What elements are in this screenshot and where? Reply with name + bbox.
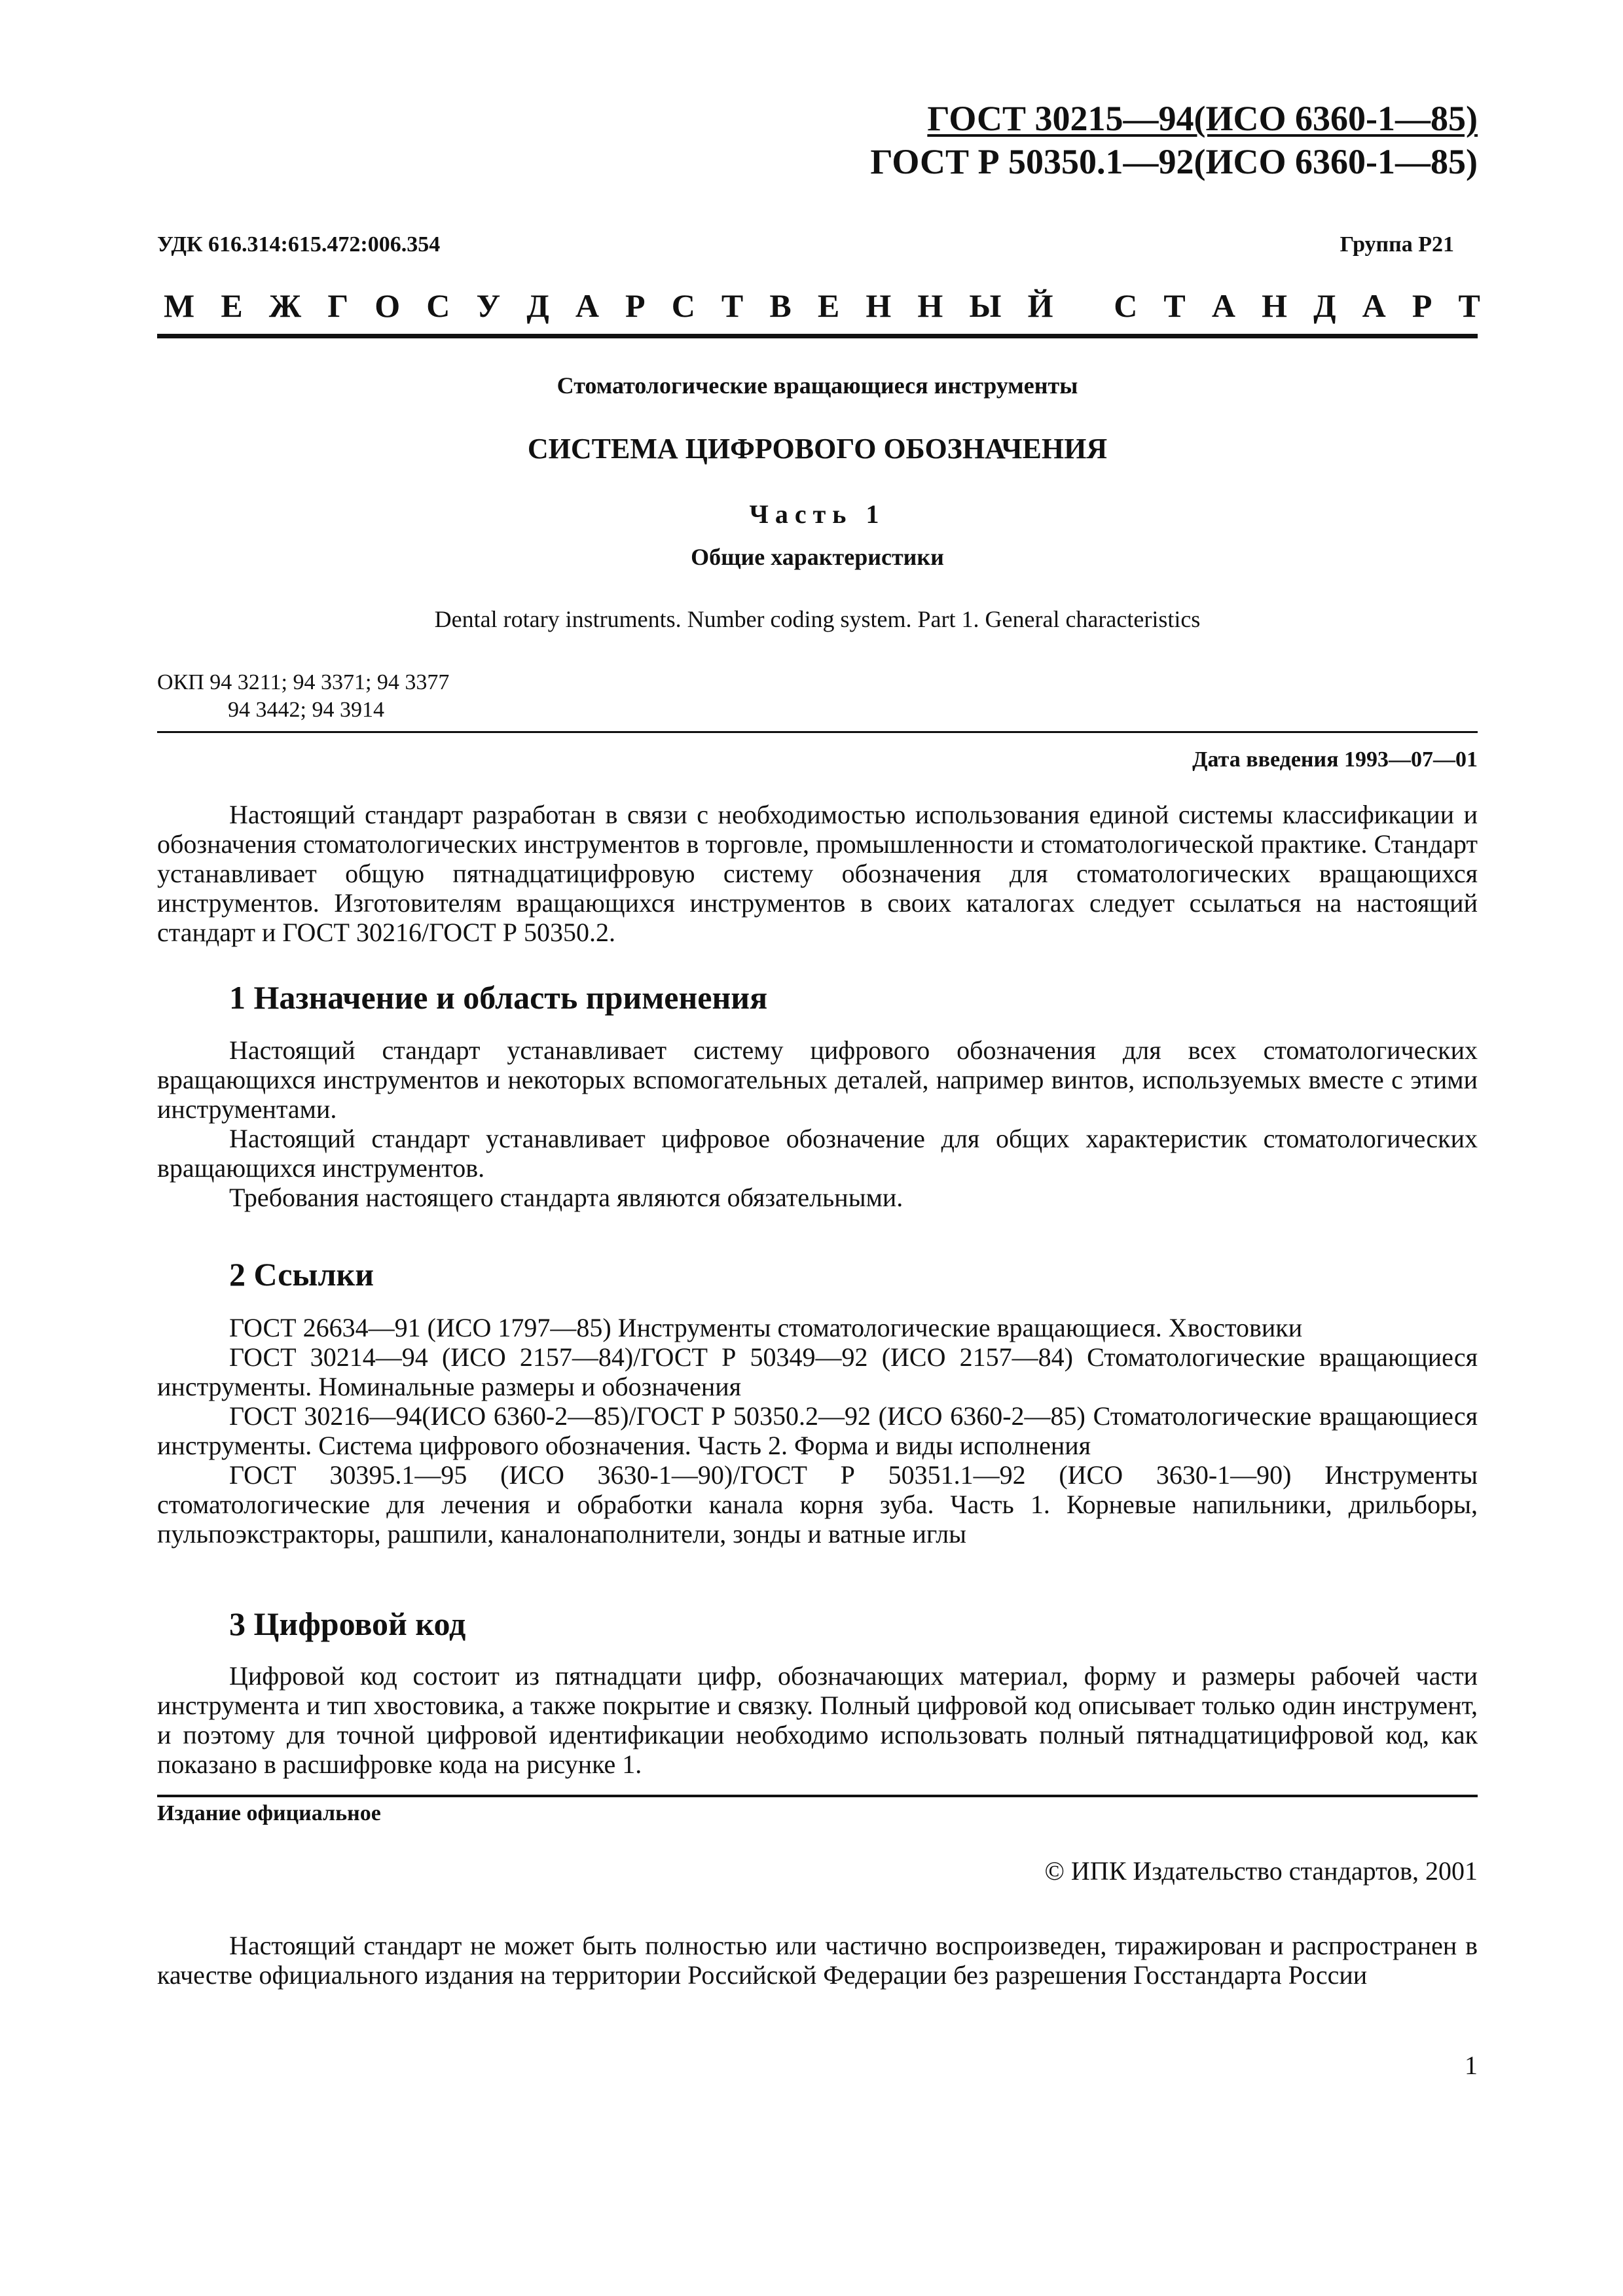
standard-codes bbox=[870, 97, 1478, 183]
main-title: СИСТЕМА ЦИФРОВОГО ОБОЗНАЧЕНИЯ bbox=[527, 433, 1108, 465]
banner-letter: Й bbox=[1027, 287, 1053, 324]
section-3-paragraph-1: Цифровой код состоит из пятнадцати цифр, обозначающих материал, форму и размеры рабочей части инструмента и тип хвостовика, а также покрытие и связку. Полный цифровой код описывает только один инструмент, и поэтому для точной цифровой идентификации необходимо использовать полный пятнадцатицифровой код, как показано в расшифровке кода на рисунке 1. bbox=[157, 1661, 1478, 1779]
section-2-heading: 2 Ссылки bbox=[229, 1256, 374, 1293]
banner-letter: Е bbox=[817, 287, 840, 324]
banner-letter: М bbox=[164, 287, 195, 324]
udk-code: УДК 616.314:615.472:006.354 bbox=[157, 232, 441, 257]
section-1-body bbox=[157, 1035, 1478, 1212]
banner-letter: Р bbox=[1412, 287, 1432, 324]
interstate-standard-banner bbox=[164, 287, 1480, 325]
banner-letter: Р bbox=[625, 287, 646, 324]
copyright-notice: © ИПК Издательство стандартов, 2001 bbox=[1044, 1856, 1478, 1886]
banner-letter: Ы bbox=[969, 287, 1002, 324]
okp-line-1: ОКП 94 3211; 94 3371; 94 3377 bbox=[157, 670, 450, 694]
part-label: Часть 1 bbox=[749, 499, 886, 529]
okp-codes bbox=[157, 669, 449, 724]
subject-title: Стоматологические вращающиеся инструменты bbox=[556, 372, 1078, 399]
section-2-body bbox=[157, 1313, 1478, 1549]
banner-letter: А bbox=[1362, 287, 1386, 324]
banner-letter: О bbox=[374, 287, 401, 324]
section-3-body bbox=[157, 1661, 1478, 1779]
banner-letter: Д bbox=[526, 287, 549, 324]
standard-code-2: ГОСТ Р 50350.1—92(ИСО 6360-1—85) bbox=[870, 142, 1478, 181]
group-code: Группа Р21 bbox=[1340, 232, 1454, 257]
standard-code-1: ГОСТ 30215—94(ИСО 6360-1—85) bbox=[927, 99, 1478, 138]
edition-label: Издание официальное bbox=[157, 1801, 381, 1825]
introduction-date: Дата введения 1993—07—01 bbox=[1192, 747, 1478, 772]
banner-letter: С bbox=[671, 287, 695, 324]
banner-letter: Ж bbox=[268, 287, 302, 324]
part-title: Общие характеристики bbox=[691, 544, 944, 570]
section-1-paragraph-2: Настоящий стандарт устанавливает цифровое обозначение для общих характеристик стоматологических вращающихся инструментов. bbox=[157, 1124, 1478, 1183]
reference-1: ГОСТ 26634—91 (ИСО 1797—85) Инструменты стоматологические вращающиеся. Хвостовики bbox=[229, 1313, 1303, 1342]
banner-letter bbox=[1080, 287, 1088, 325]
banner-letter: Н bbox=[866, 287, 892, 324]
section-1-paragraph-3: Требования настоящего стандарта являются обязательными. bbox=[229, 1183, 903, 1212]
intro-text: Настоящий стандарт разработан в связи с необходимостью использования единой системы классификации и обозначения стоматологических инструментов в торговле, промышленности и стоматологической практике. Стандарт устанавливает общую пятнадцатицифровую систему обозначения для стоматологических вращающихся инструментов. Изготовителям вращающихся инструментов в своих каталогах следует ссылаться на настоящий стандарт и ГОСТ 30216/ГОСТ Р 50350.2. bbox=[157, 800, 1478, 947]
banner-letter: Н bbox=[1262, 287, 1288, 324]
reference-3: ГОСТ 30216—94(ИСО 6360-2—85)/ГОСТ Р 50350.2—92 (ИСО 6360-2—85) Стоматологические вращающиеся инструменты. Система цифрового обозначения. Часть 2. Форма и виды исполнения bbox=[157, 1401, 1478, 1460]
reference-2: ГОСТ 30214—94 (ИСО 2157—84)/ГОСТ Р 50349—92 (ИСО 2157—84) Стоматологические вращающиеся инструменты. Номинальные размеры и обозначения bbox=[157, 1342, 1478, 1401]
reproduction-notice-text: Настоящий стандарт не может быть полностью или частично воспроизведен, тиражирован и распространен в качестве официального издания на территории Российской Федерации без разрешения Госстандарта России bbox=[157, 1931, 1478, 1990]
page-number: 1 bbox=[1465, 2051, 1478, 2080]
banner-letter: Н bbox=[917, 287, 943, 324]
banner-letter: С bbox=[1114, 287, 1138, 324]
banner-letter: Т bbox=[721, 287, 744, 324]
section-3-heading: 3 Цифровой код bbox=[229, 1605, 466, 1642]
banner-letter: Г bbox=[327, 287, 349, 324]
banner-letter: Т bbox=[1163, 287, 1186, 324]
banner-letter: У bbox=[476, 287, 501, 324]
banner-letter: В bbox=[769, 287, 792, 324]
banner-letter: Д bbox=[1313, 287, 1336, 324]
banner-letter: А bbox=[575, 287, 599, 324]
okp-divider bbox=[157, 731, 1478, 733]
footer-divider bbox=[157, 1795, 1478, 1797]
okp-line-2: 94 3442; 94 3914 bbox=[228, 698, 384, 722]
banner-letter: С bbox=[426, 287, 450, 324]
intro-paragraph bbox=[157, 800, 1478, 947]
section-1-paragraph-1: Настоящий стандарт устанавливает систему цифрового обозначения для всех стоматологических вращающихся инструментов и некоторых вспомогательных деталей, например винтов, используемых вместе с этими инструментами. bbox=[157, 1035, 1478, 1124]
reproduction-notice bbox=[157, 1931, 1478, 1990]
header-divider bbox=[157, 334, 1478, 338]
english-title: Dental rotary instruments. Number coding system. Part 1. General characteristics bbox=[434, 606, 1201, 632]
reference-4: ГОСТ 30395.1—95 (ИСО 3630-1—90)/ГОСТ Р 50351.1—92 (ИСО 3630-1—90) Инструменты стоматологические для лечения и обработки канала корня зуба. Часть 1. Корневые напильники, дрильборы, пульпоэкстракторы, рашпили, каналонаполнители, зонды и ватные иглы bbox=[157, 1460, 1478, 1549]
banner-letter: Е bbox=[221, 287, 243, 324]
banner-letter: Т bbox=[1458, 287, 1480, 324]
banner-letter: А bbox=[1211, 287, 1235, 324]
section-1-heading: 1 Назначение и область применения bbox=[229, 979, 768, 1016]
